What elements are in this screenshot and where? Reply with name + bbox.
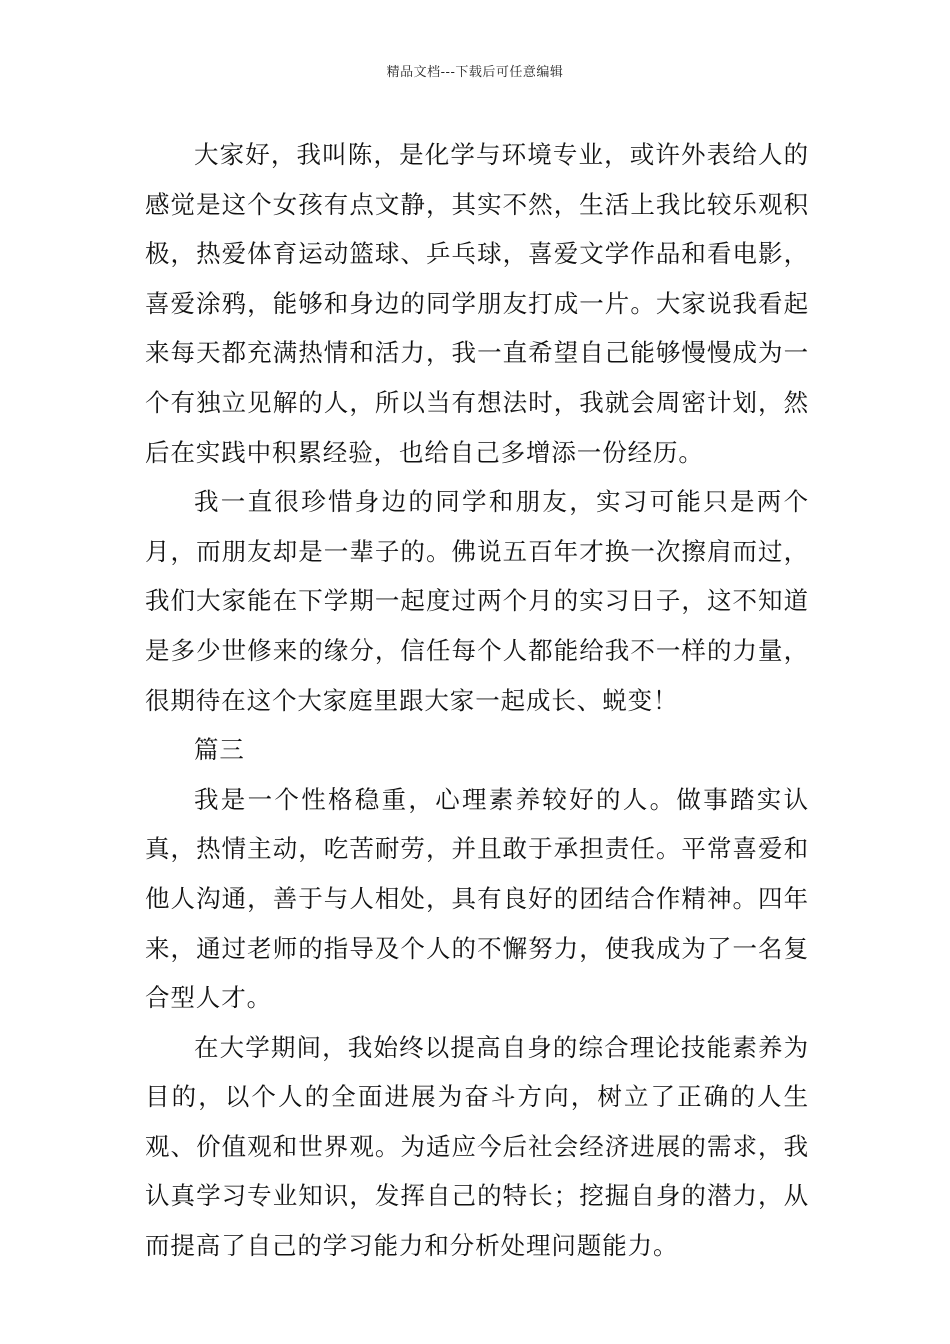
paragraph-self-intro: 大家好，我叫陈，是化学与环境专业，或许外表给人的感觉是这个女孩有点文静，其实不然，生活上我比较乐观积极，热爱体育运动篮球、乒乓球，喜爱文学作品和看电影，喜爱涂鸦，能够和身边的同学朋友打成一片。大家说我看起来每天都充满热情和活力，我一直希望自己能够慢慢成为一个有独立见解的人，所以当有想法时，我就会周密计划，然后在实践中积累经验，也给自己多增添一份经历。	[145, 140, 809, 467]
page-header: 精品文档---下载后可任意编辑	[386, 65, 564, 80]
document-body	[145, 130, 809, 1271]
paragraph-personality: 我是一个性格稳重，心理素养较好的人。做事踏实认真，热情主动，吃苦耐劳，并且敢于承担责任。平常喜爱和他人沟通，善于与人相处，具有良好的团结合作精神。四年来，通过老师的指导及个人的不懈努力，使我成为了一名复合型人才。	[145, 784, 809, 1013]
paragraph-university: 在大学期间，我始终以提高自身的综合理论技能素养为目的，以个人的全面进展为奋斗方向，树立了正确的人生观、价值观和世界观。为适应今后社会经济进展的需求，我认真学习专业知识，发挥自己的特长；挖掘自身的潜力，从而提高了自己的学习能力和分析处理问题能力。	[145, 1032, 809, 1261]
section-heading: 篇三	[194, 735, 245, 765]
paragraph-friends: 我一直很珍惜身边的同学和朋友，实习可能只是两个月，而朋友却是一辈子的。佛说五百年才换一次擦肩而过，我们大家能在下学期一起度过两个月的实习日子，这不知道是多少世修来的缘分，信任每个人都能给我不一样的力量，很期待在这个大家庭里跟大家一起成长、蜕变！	[145, 487, 809, 715]
